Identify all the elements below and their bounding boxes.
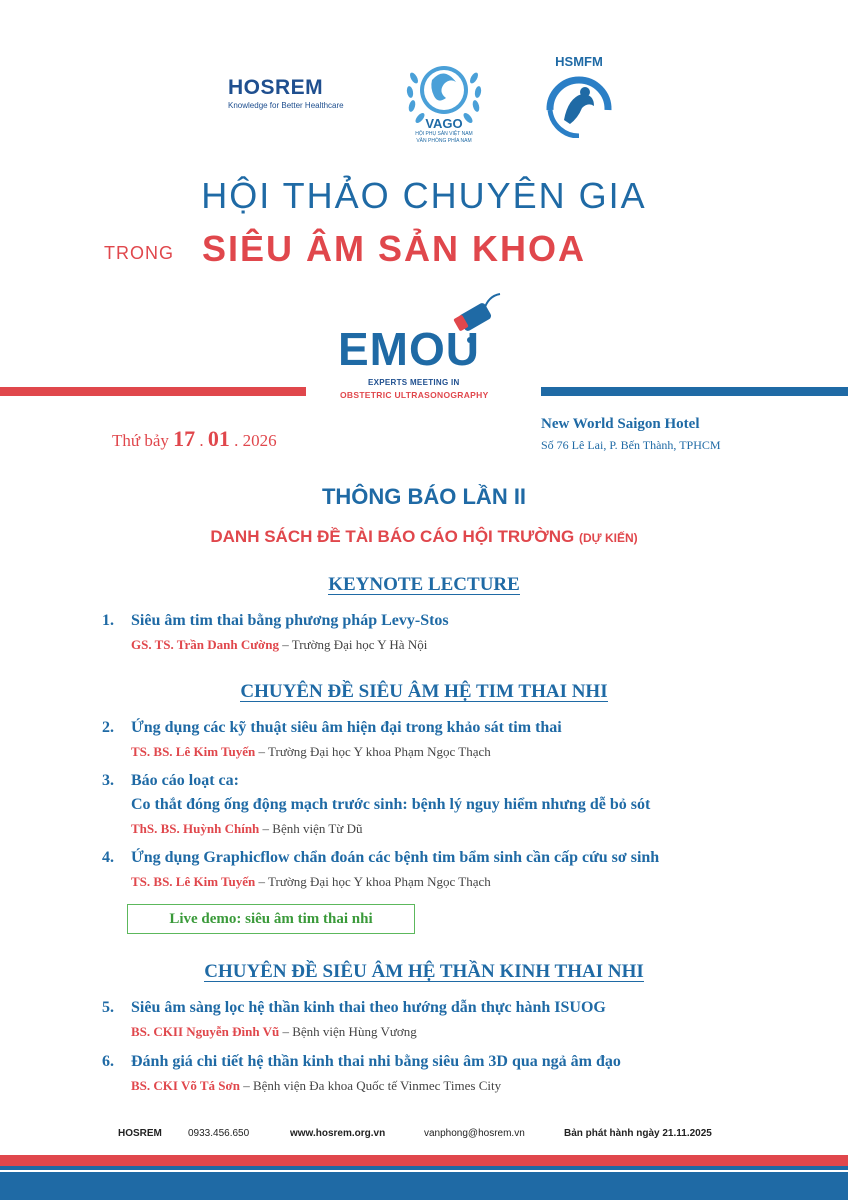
- hosrem-logo: [228, 76, 358, 110]
- talk-title: Ứng dụng các kỹ thuật siêu âm hiện đại trong khảo sát tim thai: [131, 719, 562, 736]
- section-neuro-title: CHUYÊN ĐỀ SIÊU ÂM HỆ THẦN KINH THAI NHI: [204, 961, 644, 982]
- talk-number: 2.: [102, 719, 114, 736]
- title-line-1: HỘI THẢO CHUYÊN GIA: [201, 175, 647, 216]
- speaker-name: BS. CKI Võ Tá Sơn: [131, 1078, 240, 1093]
- vago-subtitle-2: VĂN PHÒNG PHÍA NAM: [416, 138, 472, 144]
- section-heart: [0, 681, 848, 703]
- talk-title: Báo cáo loạt ca:: [131, 772, 239, 789]
- talk-5: [0, 999, 848, 1039]
- speaker-affiliation: – Trường Đại học Y khoa Phạm Ngọc Thạch: [255, 744, 491, 759]
- hsmfm-emblem-icon: [538, 70, 620, 138]
- talk-speaker: [131, 637, 427, 653]
- speaker-affiliation: – Bệnh viện Hùng Vương: [279, 1024, 417, 1039]
- talk-speaker: [131, 821, 363, 837]
- live-demo-box: Live demo: siêu âm tim thai nhi: [127, 904, 415, 934]
- date-month: 01: [207, 426, 230, 451]
- footer-email: vanphong@hosrem.vn: [424, 1128, 525, 1139]
- speaker-name: TS. BS. Lê Kim Tuyến: [131, 744, 256, 759]
- talk-title: Đánh giá chi tiết hệ thần kinh thai nhi bằng siêu âm 3D qua ngả âm đạo: [131, 1053, 621, 1070]
- section-heart-title: CHUYÊN ĐỀ SIÊU ÂM HỆ TIM THAI NHI: [240, 681, 608, 702]
- list-title-note: (DỰ KIẾN): [579, 531, 638, 545]
- venue-address: Số 76 Lê Lai, P. Bến Thành, TPHCM: [541, 438, 721, 452]
- vago-logo: [404, 48, 484, 148]
- hsmfm-logo: [538, 52, 620, 138]
- talk-number: 5.: [102, 999, 114, 1016]
- title-line-2: SIÊU ÂM SẢN KHOA: [202, 228, 587, 269]
- venue-name: New World Saigon Hotel: [541, 416, 700, 432]
- list-title-text: DANH SÁCH ĐỀ TÀI BÁO CÁO HỘI TRƯỜNG: [210, 527, 575, 546]
- talk-number: 6.: [102, 1053, 114, 1070]
- emou-subtitle-2: OBSTETRIC ULTRASONOGRAPHY: [340, 390, 489, 400]
- event-date: Thứ bảy 17 . 01 . 2026: [112, 426, 277, 451]
- speaker-name: TS. BS. Lê Kim Tuyến: [131, 874, 256, 889]
- speaker-affiliation: – Bệnh viện Từ Dũ: [259, 821, 363, 836]
- section-neuro: [0, 961, 848, 983]
- talk-1: [0, 612, 848, 652]
- divider-blue: [541, 387, 848, 396]
- footer-release-date: Bản phát hành ngày 21.11.2025: [564, 1128, 712, 1139]
- hosrem-wordmark: HOSREM: [228, 76, 324, 99]
- talk-speaker: [131, 1024, 417, 1040]
- hsmfm-wordmark: HSMFM: [555, 54, 603, 69]
- talk-4: [0, 849, 848, 889]
- list-title: [0, 527, 848, 547]
- section-keynote: [0, 574, 848, 596]
- divider-red: [0, 387, 306, 396]
- talk-number: 1.: [102, 612, 114, 629]
- talk-3: [0, 772, 848, 838]
- footer-org: HOSREM: [118, 1128, 162, 1139]
- speaker-name: BS. CKII Nguyễn Đình Vũ: [131, 1024, 280, 1039]
- speaker-affiliation: – Trường Đại học Y Hà Nội: [278, 637, 428, 652]
- talk-title: Siêu âm tim thai bằng phương pháp Levy-Stos: [131, 612, 449, 629]
- title-trong: TRONG: [104, 243, 174, 263]
- speaker-name: ThS. BS. Huỳnh Chính: [131, 821, 260, 836]
- vago-wordmark: VAGO: [425, 116, 463, 131]
- talk-speaker: [131, 1078, 501, 1094]
- talk-speaker: [131, 744, 491, 760]
- emou-subtitle-1: EXPERTS MEETING IN: [368, 378, 460, 387]
- date-day: 17: [173, 426, 196, 451]
- talk-title: Ứng dụng Graphicflow chẩn đoán các bệnh tim bẩm sinh cần cấp cứu sơ sinh: [131, 849, 660, 866]
- notice-title: THÔNG BÁO LẦN II: [321, 484, 527, 509]
- speaker-affiliation: – Trường Đại học Y khoa Phạm Ngọc Thạch: [255, 874, 491, 889]
- talk-number: 4.: [102, 849, 114, 866]
- date-year: 2026: [242, 431, 277, 450]
- speaker-affiliation: – Bệnh viện Đa khoa Quốc tế Vinmec Times City: [239, 1078, 502, 1093]
- talk-speaker: [131, 874, 491, 890]
- section-keynote-title: KEYNOTE LECTURE: [328, 574, 520, 595]
- speaker-name: GS. TS. Trần Danh Cường: [131, 637, 279, 652]
- talk-6: [0, 1053, 848, 1093]
- day-prefix: Thứ bảy: [112, 431, 169, 450]
- talk-number: 3.: [102, 772, 114, 789]
- footer-phone: 0933.456.650: [188, 1128, 250, 1139]
- talk-title-line-2: Co thắt đóng ống động mạch trước sinh: bệnh lý nguy hiểm nhưng dễ bỏ sót: [131, 796, 651, 813]
- talk-2: [0, 719, 848, 759]
- emou-wordmark: EMOU: [338, 323, 480, 375]
- vago-subtitle-1: HỘI PHỤ SẢN VIỆT NAM: [415, 131, 473, 137]
- footer-website: www.hosrem.org.vn: [290, 1128, 386, 1139]
- talk-title: Siêu âm sàng lọc hệ thần kinh thai theo hướng dẫn thực hành ISUOG: [131, 999, 606, 1016]
- hosrem-tagline: Knowledge for Better Healthcare: [228, 101, 344, 110]
- bottom-band-stripe: [0, 1170, 848, 1172]
